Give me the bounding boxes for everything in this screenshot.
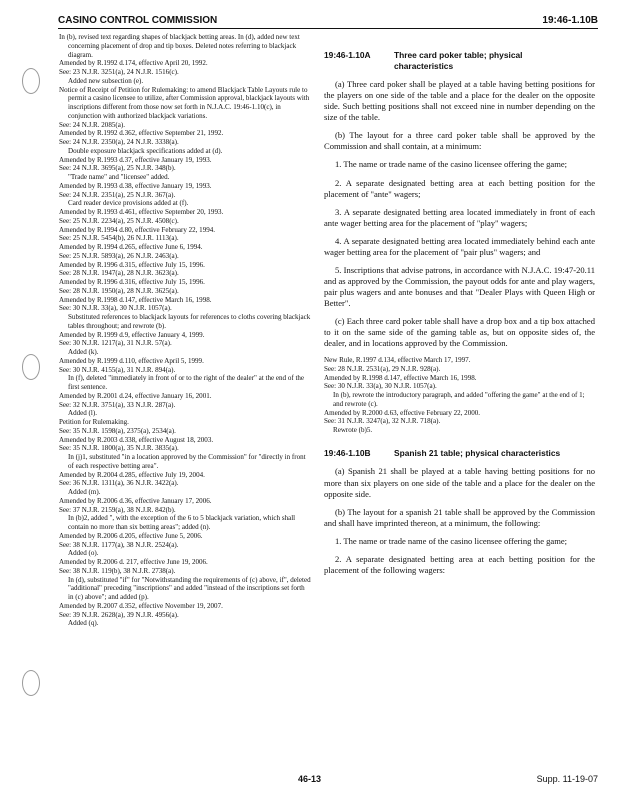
note-line: Added (k). (68, 348, 99, 356)
binder-hole-bottom (22, 670, 40, 696)
note-line: See: 24 N.J.R. 3695(a), 25 N.J.R. 348(b). (59, 164, 176, 173)
note-line: See: 25 N.J.R. 5893(a), 26 N.J.R. 2463(a). (59, 251, 179, 260)
rule-item: 4. A separate designated betting area located immediately behind each ante wager betting area for the placement of "pair plus" wagers; and (324, 235, 595, 257)
page-footer (58, 774, 598, 786)
note-line: See: 38 N.J.R. 119(b), 38 N.J.R. 2738(a). (59, 566, 176, 575)
note-line: See: 28 N.J.R. 1947(a), 28 N.J.R. 3623(a). (59, 269, 179, 278)
section-heading-spanish-21: 19:46-1.10B Spanish 21 table; physical characteristics (324, 447, 561, 458)
note-line: Amended by R.2003 d.338, effective August 18, 2003. (59, 435, 214, 444)
note-line: Petition for Rulemaking. (59, 418, 129, 426)
note-line: Amended by R.1996 d.316, effective July 15, 1996. (59, 278, 205, 286)
page-header (58, 10, 598, 29)
note-line: See: 23 N.J.R. 3251(a), 24 N.J.R. 1516(c). (59, 68, 179, 76)
note-line: In (f), deleted "immediately in front of or to the right of the dealer" at the end of the first sentence. (68, 374, 305, 391)
rule-paragraph: (a) Three card poker shall be played at a table having betting positions for the players on one side of the table and a place for the dealer on the opposite side. Such betting positions shall not exceed nine in number depending on the size of the table. (324, 79, 595, 123)
note-line: Amended by R.2006 d.36, effective January 17, 2006. (59, 496, 212, 505)
binder-hole-middle (22, 354, 40, 380)
note-line: Added (q). (68, 619, 99, 628)
note-line: Rewrote (b)5. (333, 426, 373, 435)
rule-paragraph: (a) Spanish 21 shall be played at a table having betting positions for no more than six players on one side of the table and a place for the dealer on the opposite side. (324, 466, 595, 499)
note-line: See: 25 N.J.R. 5454(b), 26 N.J.R. 1113(a). (59, 234, 179, 243)
rule-paragraph: (c) Each three card poker table shall have a drop box and a tip box attached to it on the same side of the gaming table as, but on opposite sides of, the dealer, and in locations approved by the Commission. (324, 315, 595, 349)
note-line: Amended by R.2006 d.205, effective June 5, 2006. (59, 531, 203, 540)
note-line: Amended by R.1992 d.174, effective April 20, 1992. (59, 59, 208, 68)
header-title: CASINO CONTROL COMMISSION (58, 15, 218, 26)
note-line: In (b)2, added ", with the exception of the 6 to 5 blackjack variation, which shall contain no more than six betting areas"; added (n). (68, 514, 296, 531)
note-line: See: 38 N.J.R. 1177(a), 38 N.J.R. 2524(a). (59, 540, 179, 549)
note-line: Added (o). (68, 549, 99, 558)
note-line: See: 37 N.J.R. 2159(a), 38 N.J.R. 842(b). (59, 505, 176, 514)
note-line: Amended by R.1994 d.80, effective February 22, 1994. (59, 225, 216, 234)
rule-paragraph: (b) The layout for a three card poker table shall be approved by the Commission and shall contain, at a minimum: (324, 130, 595, 152)
note-line: Amended by R.1999 d.110, effective April 5, 1999. (59, 356, 204, 365)
note-line: See: 24 N.J.R. 2085(a). (59, 120, 125, 129)
note-line: See: 39 N.J.R. 2628(a), 39 N.J.R. 4956(a). (59, 610, 179, 619)
note-line: Added new subsection (e). (68, 76, 144, 85)
right-column-rules (324, 50, 595, 583)
note-line: In (j)1, substituted "in a location approved by the Commission" for "directly in front of each respective betting area". (68, 453, 306, 470)
note-line: See: 36 N.J.R. 1311(a), 36 N.J.R. 3422(a). (59, 479, 179, 488)
note-line: See: 28 N.J.R. 1950(a), 28 N.J.R. 3625(a). (59, 286, 179, 295)
note-line: See: 30 N.J.R. 33(a), 30 N.J.R. 1057(a). (59, 304, 172, 313)
note-line: Amended by R.2007 d.352, effective November 19, 2007. (59, 601, 223, 610)
note-line: Double exposure blackjack specifications added at (d). (68, 146, 223, 155)
note-line: Substituted references to blackjack layouts for references to cloths covering blackjack tables throughout; and rewrote (b). (68, 313, 311, 330)
rule-paragraph: (b) The layout for a spanish 21 table shall be approved by the Commission and shall have imprinted thereon, at a minimum, the following: (324, 506, 595, 528)
note-line: Amended by R.2006 d. 217, effective June 19, 2006. (59, 558, 208, 566)
note-line: Amended by R.1993 d.461, effective September 20, 1993. (59, 208, 224, 216)
note-line: Added (l). (68, 409, 97, 418)
note-line: "Trade name" and "licensee" added. (68, 173, 170, 181)
note-line: Amended by R.2004 d.285, effective July 19, 2004. (59, 470, 205, 479)
note-line: In (b), rewrote the introductory paragraph, and added "offering the game" at the end of 1; and rewrote (c). (333, 391, 585, 408)
note-line: Notice of Receipt of Petition for Rulemaking: to amend Blackjack Table Layouts rule to permit a casino licensee to utilize, after Commission approval, blackjack layouts with inscriptions different from those now set forth in N.J.A.C. 19:46-1.10(c), in conjunction with authorized blackjack variations. (59, 85, 310, 120)
note-line: Amended by R.2000 d.63, effective February 22, 2000. (324, 408, 481, 417)
rule-item: 2. A separate designated betting area at each betting position for the placement of the following wagers: (324, 553, 595, 575)
note-line: Amended by R.1994 d.265, effective June 6, 1994. (59, 243, 203, 251)
note-line: Amended by R.2001 d.24, effective January 16, 2001. (59, 391, 212, 400)
rule-item: 1. The name or trade name of the casino licensee offering the game; (335, 159, 568, 170)
binder-hole-top (22, 68, 40, 94)
left-column-history-notes (59, 33, 311, 628)
supplement-date: Supp. 11-19-07 (536, 774, 598, 784)
note-line: Amended by R.1998 d.147, effective March 16, 1998. (59, 295, 212, 304)
note-line: In (b), revised text regarding shapes of blackjack betting areas. In (d), added new text concerning placement of drop and tip boxes. Deleted notes referring to blackjack diagram. (59, 33, 300, 59)
note-line: See: 31 N.J.R. 3247(a), 32 N.J.R. 718(a). (324, 417, 441, 426)
note-line: See: 30 N.J.R. 4155(a), 31 N.J.R. 894(a). (59, 365, 176, 374)
note-line: See: 24 N.J.R. 2350(a), 24 N.J.R. 3338(a). (59, 138, 179, 146)
note-line: In (d), substituted "if" for "Notwithstanding the requirements of (c) above, if", deleted "additional" preceding "inscriptions" and added "instead of the inscriptions set forth in (c) above"; and added (p). (68, 575, 311, 601)
note-line: Amended by R.1996 d.315, effective July 15, 1996. (59, 260, 205, 269)
rule-item: 5. Inscriptions that advise patrons, in accordance with N.J.A.C. 19:47-20.11 and as approved by the Commission, the payout odds for ante and play wagers, pair plus wagers and ante bonuses and that "Dealer Plays with Queen High or Better". (324, 264, 595, 308)
note-line: See: 30 N.J.R. 1217(a), 31 N.J.R. 57(a). (59, 339, 172, 348)
note-line: See: 35 N.J.R. 1800(a), 35 N.J.R. 3835(a). (59, 444, 179, 453)
note-line: See: 28 N.J.R. 2531(a), 29 N.J.R. 928(a). (324, 364, 441, 373)
rule-item: 3. A separate designated betting area located immediately in front of each ante wager betting area for the placement of "play" wagers; (324, 206, 595, 228)
history-notes-three-card-poker (324, 356, 595, 435)
note-line: See: 24 N.J.R. 2351(a), 25 N.J.R. 367(a). (59, 190, 176, 199)
note-line: See: 30 N.J.R. 33(a), 30 N.J.R. 1057(a). (324, 382, 437, 391)
note-line: New Rule, R.1997 d.134, effective March 17, 1997. (324, 356, 471, 365)
note-line: Amended by R.1993 d.37, effective January 19, 1993. (59, 155, 212, 164)
header-section-number: 19:46-1.10B (542, 15, 598, 26)
note-line: Amended by R.1999 d.9, effective January 4, 1999. (59, 330, 205, 339)
note-line: See: 25 N.J.R. 2234(a), 25 N.J.R. 4508(c). (59, 216, 179, 225)
section-heading-three-card-poker: 19:46-1.10A Three card poker table; physical characteristics (324, 50, 523, 71)
note-line: See: 32 N.J.R. 3751(a), 33 N.J.R. 287(a). (59, 400, 176, 409)
note-line: Amended by R.1993 d.38, effective January 19, 1993. (59, 181, 212, 190)
note-line: Amended by R.1992 d.362, effective September 21, 1992. (59, 129, 224, 138)
rule-item: 1. The name or trade name of the casino licensee offering the game; (335, 535, 568, 546)
rule-item: 2. A separate designated betting area at each betting position for the placement of "ante" wagers; (324, 177, 595, 199)
note-line: Added (m). (68, 488, 101, 496)
note-line: Amended by R.1998 d.147, effective March 16, 1998. (324, 373, 477, 382)
note-line: Card reader device provisions added at (f). (68, 199, 189, 208)
note-line: See: 35 N.J.R. 1598(a), 2375(a), 2534(a). (59, 426, 176, 435)
page-number: 46-13 (298, 774, 322, 784)
